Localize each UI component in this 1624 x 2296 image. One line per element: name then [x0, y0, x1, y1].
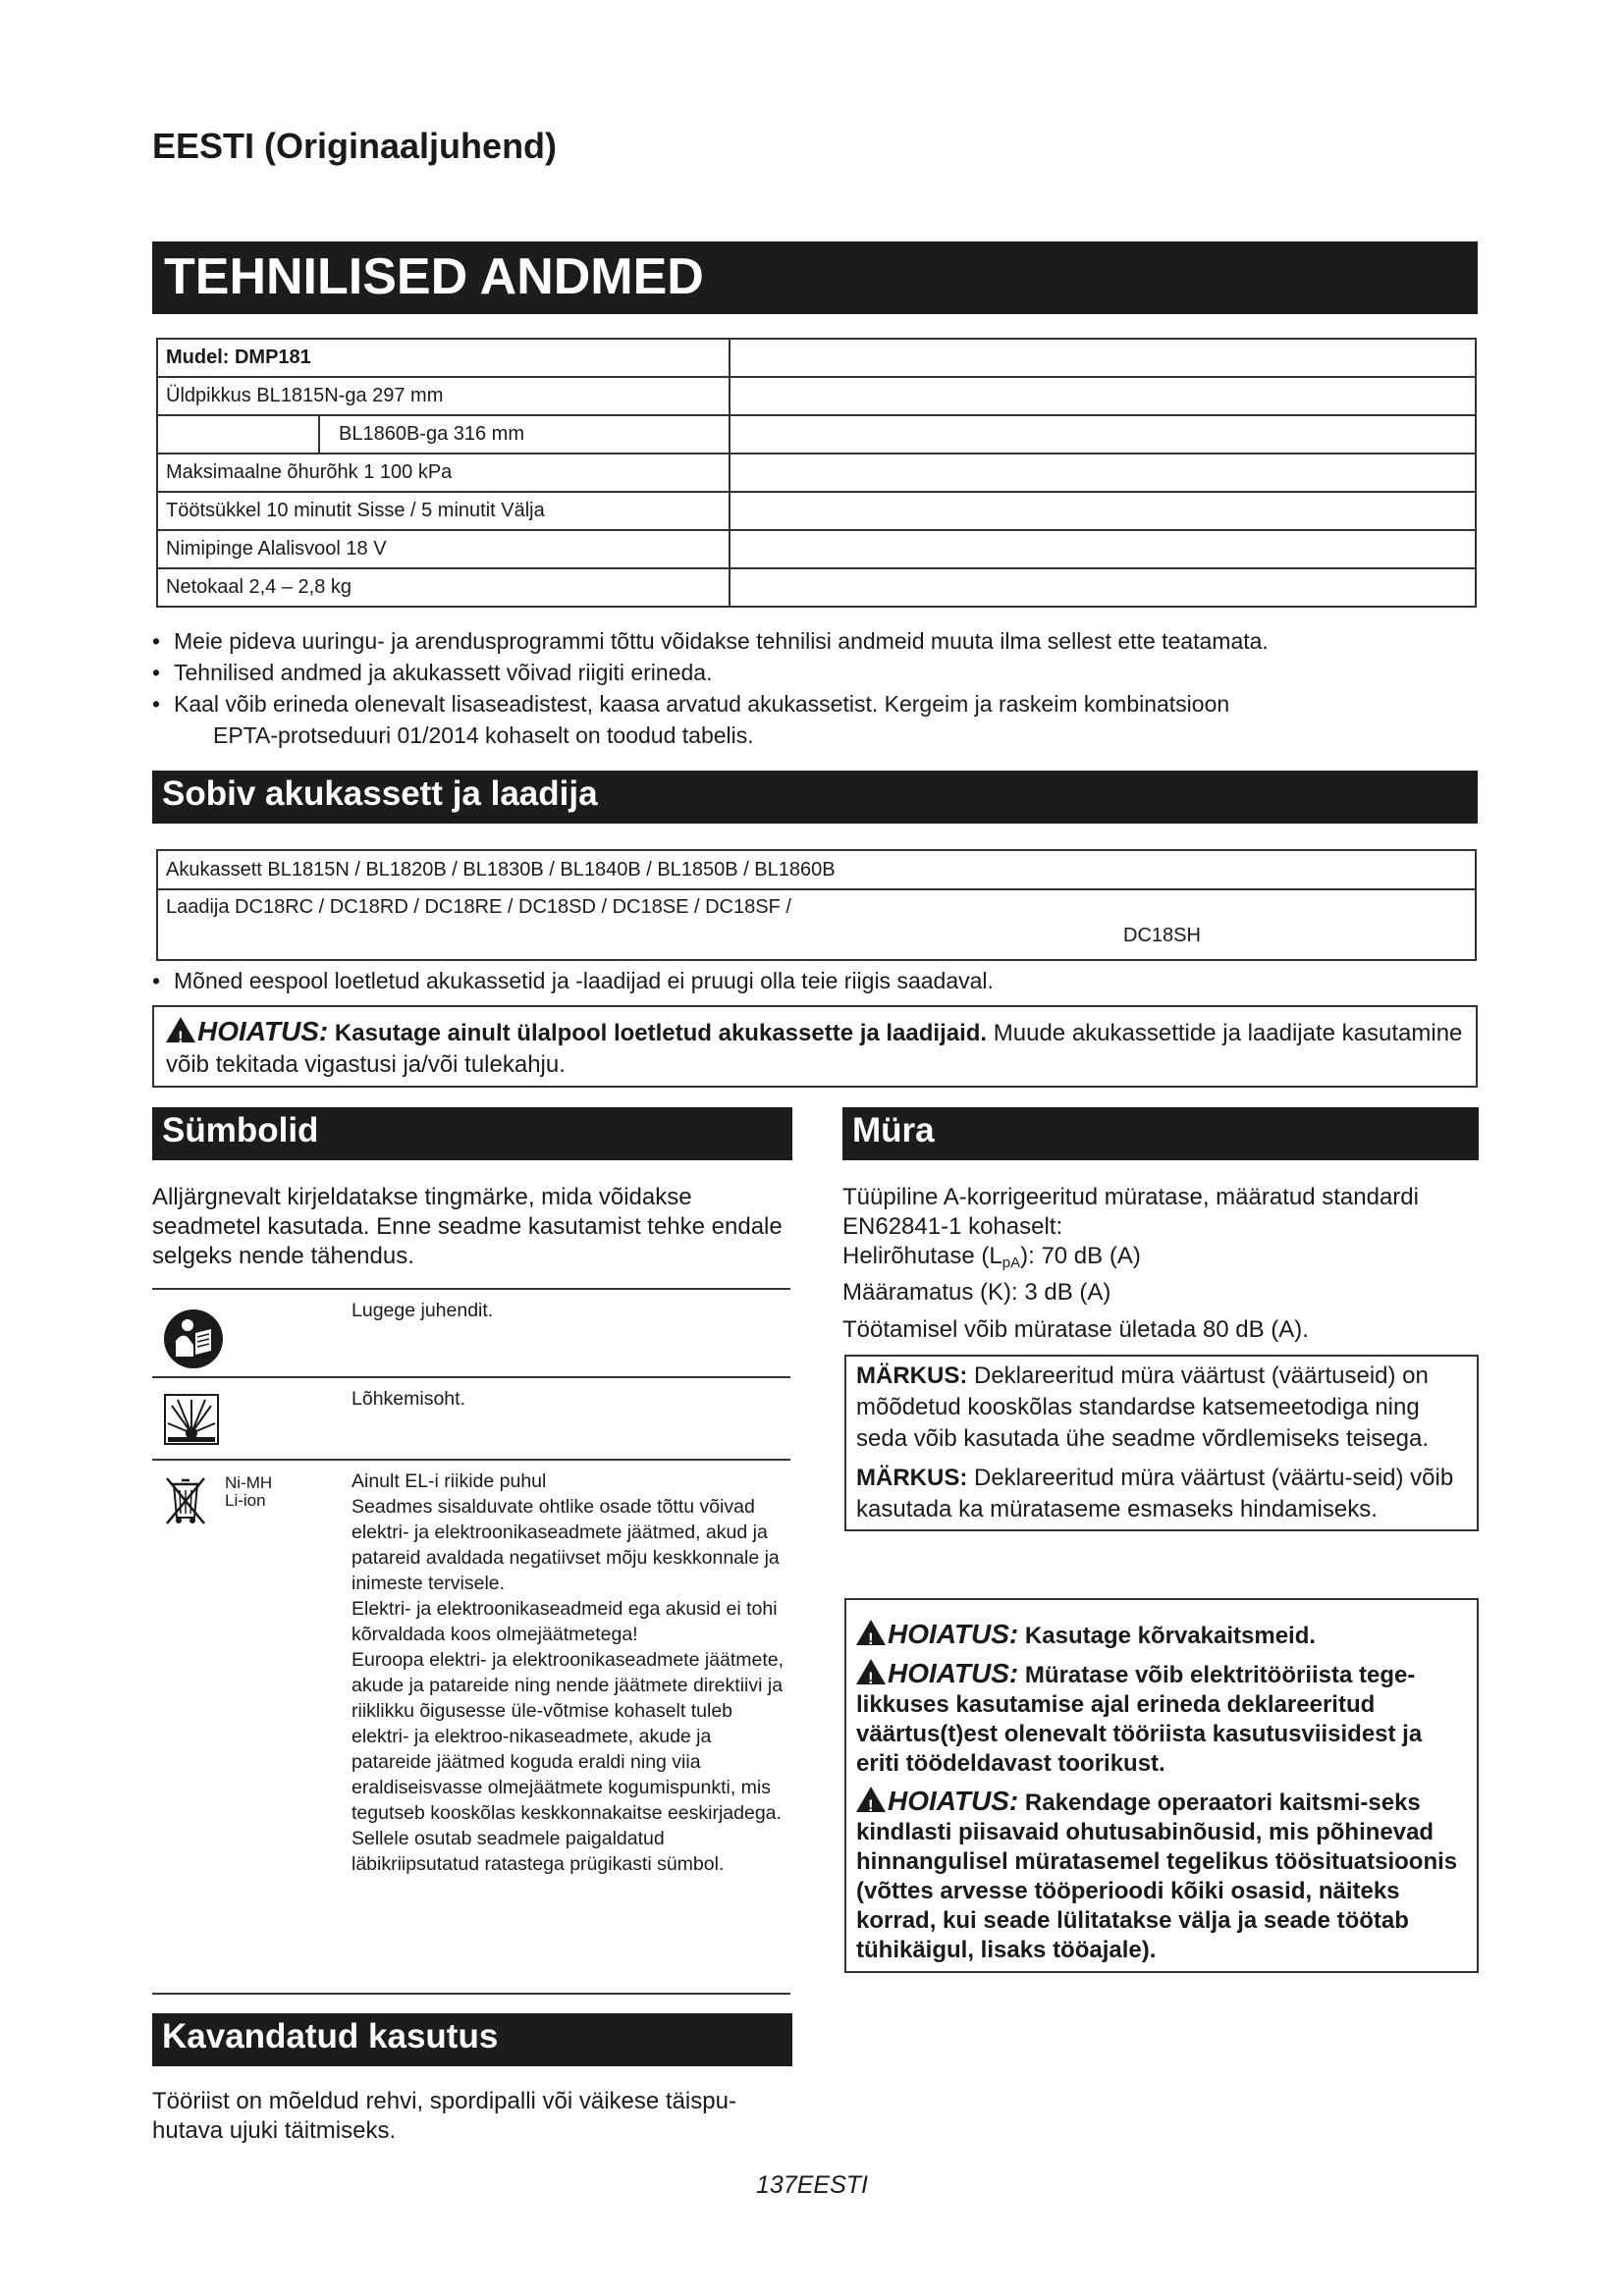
spec-cycle: Töötsükkel 10 minutit Sisse / 5 minutit Välja: [157, 492, 730, 530]
page-number: 137EESTI: [756, 2171, 868, 2199]
spec-row-pressure: [157, 454, 1476, 492]
charger-row: [157, 889, 1476, 960]
symbol-manual-text: Lugege juhendit.: [344, 1289, 790, 1377]
battery-title: Sobiv akukassett ja laadija: [152, 771, 1478, 824]
spec-length-2: BL1860B-ga 316 mm: [339, 423, 525, 445]
battery-notes: [152, 965, 1488, 996]
symbol-row-weee: [152, 1460, 790, 1994]
liion-label: Li-ion: [225, 1491, 266, 1510]
battery-list: Akukassett BL1815N / BL1820B / BL1830B / BL1840B / BL1850B / BL1860B: [157, 850, 1476, 889]
symbol-row-explosion: [152, 1377, 790, 1460]
specs-notes: [152, 625, 1488, 751]
spec-voltage: Nimipinge Alalisvool 18 V: [157, 530, 730, 568]
noise-intro: Tüüpiline A-korrigeeritud müratase, määratud standardi EN62841-1 kohaselt:: [842, 1184, 1419, 1240]
warning-icon: [166, 1017, 195, 1042]
noise-warnings-box: [844, 1598, 1479, 1973]
spec-row-cycle: [157, 492, 1476, 530]
nimh-label: Ni-MH: [225, 1473, 273, 1492]
symbol-row-manual: [152, 1289, 790, 1377]
symbols-title: Sümbolid: [152, 1107, 792, 1160]
symbol-weee-text: Ainult EL-i riikide puhul Seadmes sisalduvate ohtlike osade tõttu võivad elektri- ja elektroonikaseadmete jäätmed, akud ja patareid avaldada negatiivset mõju keskkonnale ja inimeste tervisele. Elektri- ja elektroonikaseadmeid ega akusid ei tohi kõrvaldada koos olmejäätmetega! Euroopa elektri- ja elektroonikaseadmete jäätmete, akude ja patareide ning nende jäätmete direktiivi ja riiklikku õigusesse üle-võtmise kohaselt tuleb elektri- ja elektroo-nikaseadmete, akude ja patareide jäätmed koguda eraldi ning viia eraldiseisvasse olmejäätmete kogumispunkti, mis tegutseb kooskõlas keskkonnakaitse eeskirjadega. Sellele osutab seadmele paigaldatud läbikriipsutatud ratastega prügikasti sümbol.: [344, 1460, 790, 1994]
warning-icon: [856, 1620, 886, 1645]
noise-note-1: MÄRKUS: Deklareeritud müra väärtust (väärtuseid) on mõõdetud kooskõlas standardse katsemeetodiga ning seda võib kasutada ühe seadme võrdlemiseks teisega.: [856, 1362, 1430, 1452]
charger-list: Laadija DC18RC / DC18RD / DC18RE / DC18SD / DC18SE / DC18SF /: [166, 896, 791, 918]
specs-note: • Meie pideva uuringu- ja arendusprogrammi tõttu võidakse tehnilisi andmeid muuta ilma sellest ette teatamata.: [152, 625, 1488, 657]
specs-note: • Kaal võib erineda olenevalt lisaseadistest, kaasa arvatud akukassetist. Kergeim ja raskeim kombinatsioon EPTA-protseduuri 01/2014 kohaselt on toodud tabelis.: [152, 688, 1488, 751]
noise-title: Müra: [842, 1107, 1479, 1160]
table-divider: [318, 416, 320, 453]
symbols-table: [152, 1288, 790, 1995]
noise-note-2: MÄRKUS: Deklareeritud müra väärtust (väärtu-seid) võib kasutada ka müratasemе esmaseks hindamiseks.: [856, 1465, 1454, 1522]
noise-warning-2: !HOIATUS: Müratase võib elektritööriista tege-likkuses kasutamise ajal erineda deklareeritud väärtus(t)est olenevalt tööriista kasutusviisidest ja eriti töödeldavast toorikust.: [856, 1659, 1467, 1779]
battery-table: [156, 849, 1477, 961]
charger-list-cont: DC18SH: [1123, 925, 1201, 946]
noise-body: [842, 1183, 1481, 1345]
noise-pressure: Helirõhutase $(L_{pA})$: 70 dB (A): [842, 1243, 1141, 1271]
noise-warning-3: !HOIATUS: Rakendage operaatori kaitsmi-seks kindlasti piisavaid ohutusabinõusid, mis põhinevad hinnangulisel müratasemel tegelikus töösituatsioonis (võttes arvesse tööperioodi kõiki osasid, näiteks korrad, kui seade lülitatakse välja ja seade töötab tühikäigul, lisaks tööajale).: [856, 1787, 1467, 1965]
warning-icon: [856, 1659, 886, 1684]
crossed-bin-icon: [164, 1474, 207, 1525]
battery-warning: !HOIATUS: Kasutage ainult ülalpool loetletud akukassette ja laadijaid. Muude akukassettide ja laadijate kasutamine võib tekitada vigastusi ja/või tulekahju.: [152, 1005, 1478, 1088]
noise-exceed: Töötamisel võib müratase ületada 80 dB (A).: [842, 1316, 1309, 1343]
specs-table: [156, 338, 1477, 608]
spec-weight: Netokaal 2,4 – 2,8 kg: [157, 568, 730, 607]
noise-warning-1: !HOIATUS: Kasutage kõrvakaitsmeid.: [856, 1620, 1467, 1651]
noise-notes-box: [844, 1355, 1479, 1531]
read-manual-icon: [162, 1308, 225, 1370]
spec-row-length: [157, 377, 1476, 415]
spec-row-weight: [157, 568, 1476, 607]
symbols-intro: Alljärgnevalt kirjeldatakse tingmärke, mida võidakse seadmetel kasutada. Enne seadme kasutamist tehke endale selgeks nende tähendus.: [152, 1184, 783, 1269]
spec-length-1: Üldpikkus BL1815N-ga 297 mm: [157, 377, 730, 415]
battery-note: • Mõned eespool loetletud akukassetid ja -laadijad ei pruugi olla teie riigis saadaval.: [152, 965, 1488, 996]
spec-row-model: [157, 339, 1476, 377]
spec-pressure: Maksimaalne õhurõhk 1 100 kPa: [157, 454, 730, 492]
specs-title: TEHNILISED ANDMED: [152, 241, 1478, 314]
explosion-icon: [164, 1394, 219, 1445]
spec-row-length-2: [157, 415, 1476, 454]
spec-row-voltage: [157, 530, 1476, 568]
language-header: EESTI (Originaaljuhend): [152, 126, 558, 166]
intended-use-title: Kavandatud kasutus: [152, 2013, 792, 2066]
specs-note: • Tehnilised andmed ja akukassett võivad riigiti erineda.: [152, 657, 1488, 688]
intended-use-text: Tööriist on mõeldud rehvi, spordipalli või väikese täispu-hutava ujuki täitmiseks.: [152, 2088, 736, 2144]
symbol-explosion-text: Lõhkemisoht.: [344, 1377, 790, 1460]
battery-row: [157, 850, 1476, 889]
spec-model: Mudel: DMP181: [157, 339, 730, 377]
noise-uncertainty: Määramatus (K): 3 dB (A): [842, 1279, 1111, 1306]
warning-icon: [856, 1787, 886, 1812]
